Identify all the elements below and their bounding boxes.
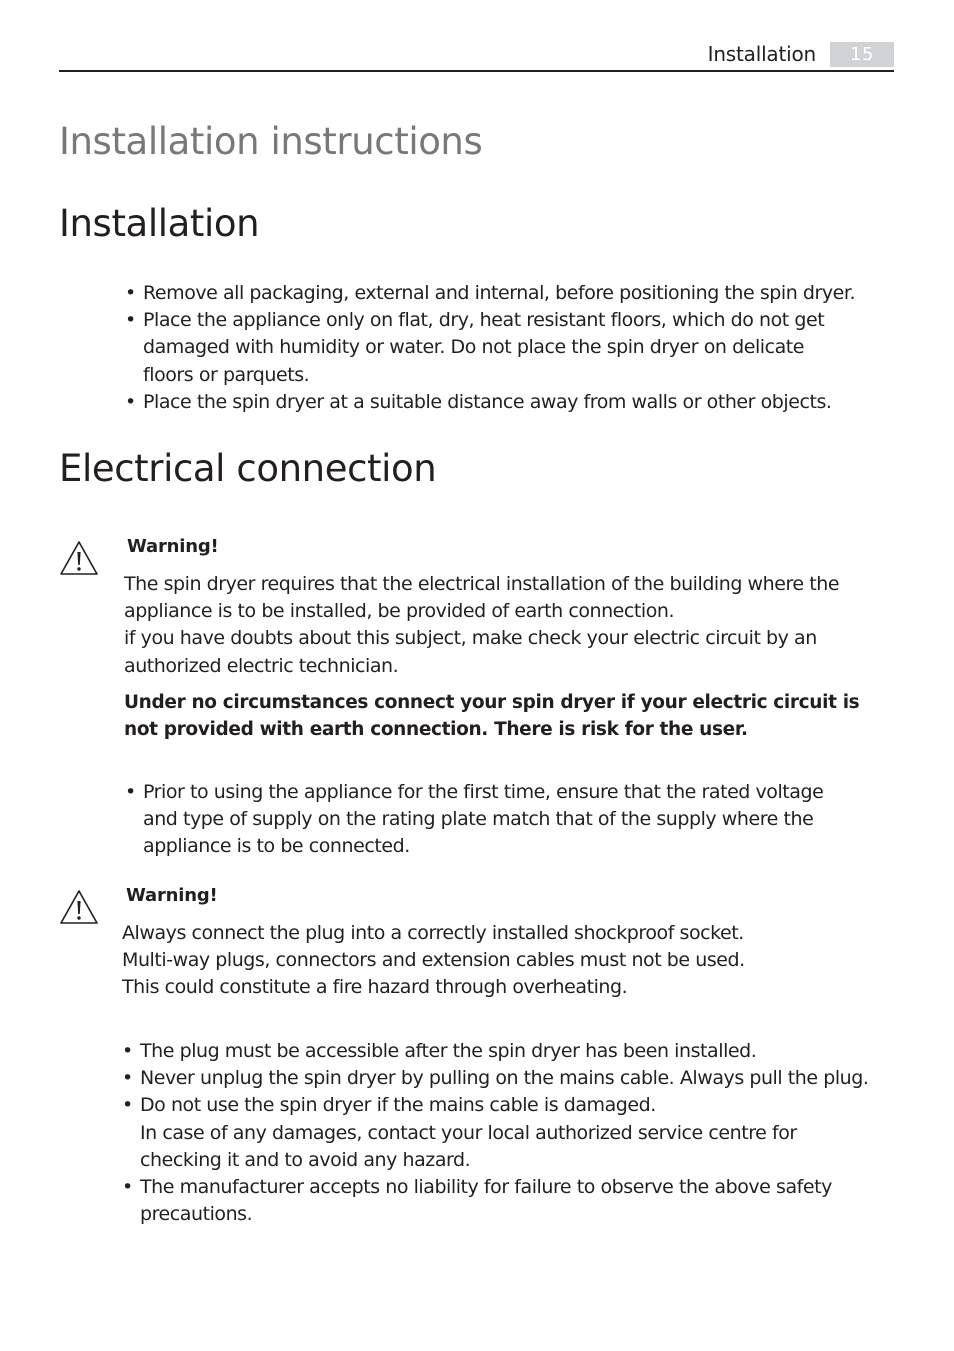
installation-list <box>125 280 915 416</box>
list-item: • Remove all packaging, external and internal, before positioning the spin dryer. <box>125 280 915 307</box>
list-item: • Never unplug the spin dryer by pulling on the mains cable. Always pull the plug. <box>122 1065 922 1092</box>
installation-heading: Installation <box>59 202 260 245</box>
warning-bold-text: Under no circumstances connect your spin dryer if your electric circuit is not provided with earth connection. There is risk for the user. <box>124 692 860 741</box>
warning-text: The spin dryer requires that the electrical installation of the building where the appliance is to be installed, be provided of earth connection. if you have doubts about this subject, make check your electric circuit by an authorized electric technician. <box>124 573 840 677</box>
list-item: • Place the spin dryer at a suitable distance away from walls or other objects. <box>125 389 915 416</box>
header-section-label: Installation <box>707 42 816 66</box>
electrical-list-2 <box>122 1038 922 1228</box>
list-item: • Place the appliance only on flat, dry, heat resistant floors, which do not get damaged with humidity or water. Do not place the spin dryer on delicate floors or parquets. <box>125 307 915 389</box>
page-number: 15 <box>830 42 894 67</box>
page-header <box>59 40 894 72</box>
warning-text: Always connect the plug into a correctly installed shockproof socket. Multi-way plugs, connectors and extension cables must not be used. This could constitute a fire hazard through overheating. <box>122 922 745 999</box>
electrical-list-1 <box>125 779 915 861</box>
list-item: • The plug must be accessible after the spin dryer has been installed. <box>122 1038 922 1065</box>
warning-triangle-icon <box>59 889 99 925</box>
warning-title: Warning! <box>127 536 219 557</box>
list-item: • Prior to using the appliance for the first time, ensure that the rated voltage and type of supply on the rating plate match that of the supply where the appliance is to be connected. <box>125 779 915 861</box>
warning-title: Warning! <box>126 885 218 906</box>
electrical-connection-heading: Electrical connection <box>59 447 437 490</box>
list-item: • Do not use the spin dryer if the mains cable is damaged. In case of any damages, contact your local authorized service centre for checking it and to avoid any hazard. <box>122 1092 922 1174</box>
list-item: • The manufacturer accepts no liability for failure to observe the above safety precautions. <box>122 1174 922 1228</box>
page-title: Installation instructions <box>59 120 483 163</box>
warning-triangle-icon <box>59 540 99 576</box>
